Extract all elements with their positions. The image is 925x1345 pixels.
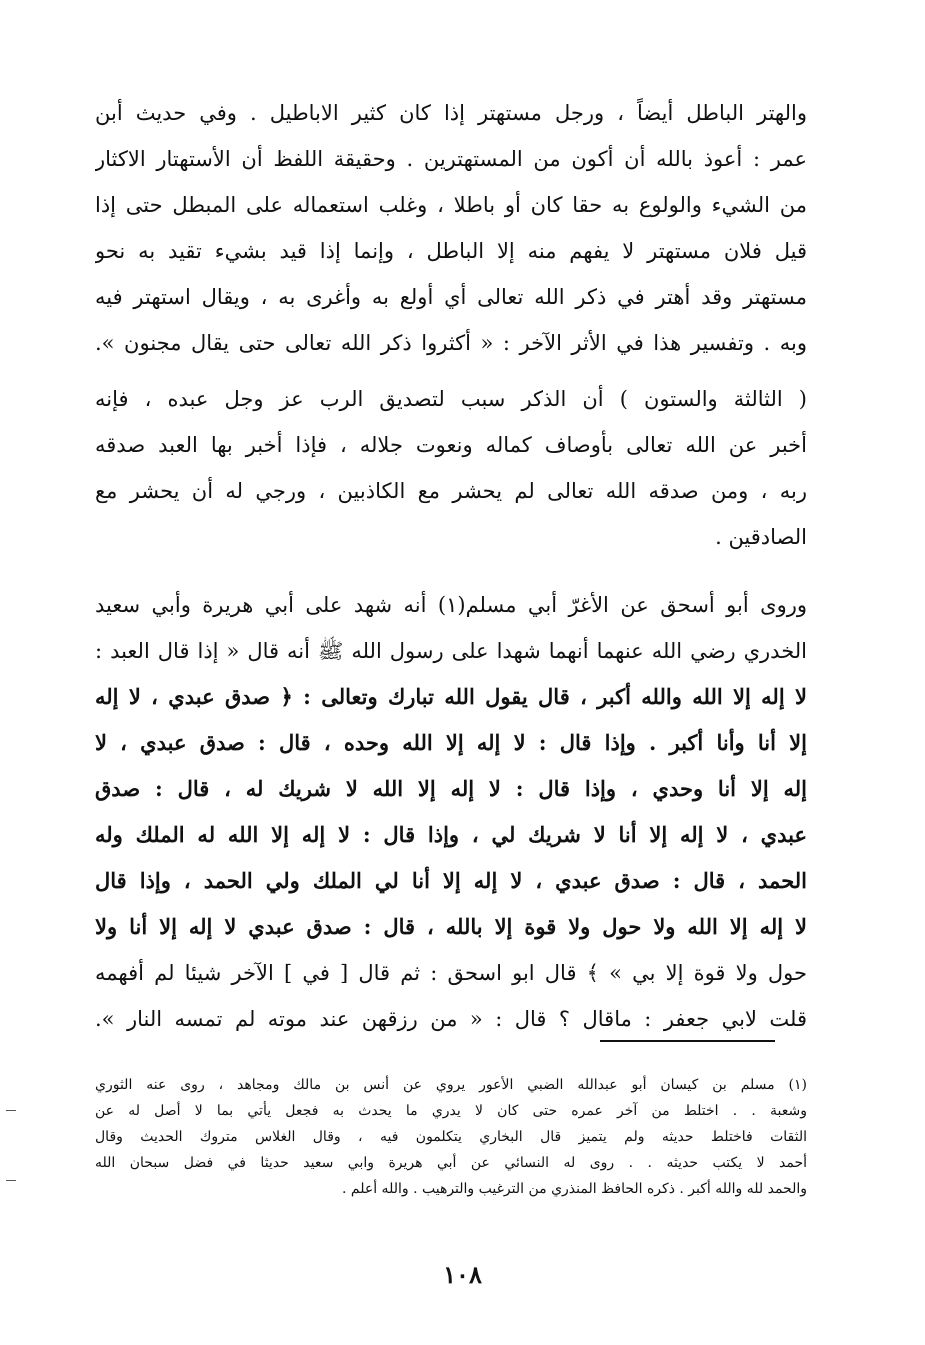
hadith-line: لا إله إلا الله ولا حول ولا قوة إلا بالله ، قال : صدق عبدي لا إله إلا أنا ولا	[95, 914, 807, 939]
hadith-line: عبدي ، لا إله إلا أنا لا شريك لي ، وإذا قال : لا إله إلا الله له الملك وله	[95, 822, 807, 847]
scan-margin-mark	[6, 1180, 16, 1181]
hadith-line: إلا أنا وأنا أكبر . وإذا قال : لا إله إلا الله وحده ، قال : صدق عبدي ، لا	[95, 730, 807, 755]
paragraph-3	[95, 582, 807, 1042]
footnote	[95, 1072, 807, 1202]
text-line: حول ولا قوة إلا بي » ﴾ قال ابو اسحق : ثم قال [ في ] الآخر شيئا لم أفهمه	[95, 961, 807, 985]
text-line: قلت لابي جعفر : ماقال ؟ قال : « من رزقهن عند موته لم تمسه النار ».	[95, 1007, 807, 1031]
paragraph-1	[95, 90, 807, 366]
footnote-line: والحمد لله والله أكبر . ذكره الحافظ المنذري من الترغيب والترهيب . والله أعلم .	[342, 1181, 807, 1197]
text-line: الصادقين .	[715, 525, 807, 549]
text-line: قيل فلان مستهتر لا يفهم منه إلا الباطل ، وإنما إذا قيد بشيء تقيد به نحو	[95, 239, 807, 263]
text-line: وبه . وتفسير هذا في الأثر الآخر : « أكثروا ذكر الله تعالى حتى يقال مجنون ».	[95, 331, 807, 355]
footnote-line: (١) مسلم بن كيسان أبو عبدالله الضبي الأعور يروي عن أنس بن مالك ومجاهد ، روى عنه الثوري	[95, 1077, 807, 1093]
text-line: أخبر عن الله تعالى بأوصاف كماله ونعوت جلاله ، فإذا أخبر بها العبد صدقه	[95, 433, 807, 457]
text-line: عمر : أعوذ بالله أن أكون من المستهترين . وحقيقة اللفظ أن الأستهتار الاكثار	[95, 147, 807, 171]
paragraph-2	[95, 376, 807, 560]
footnote-line: وشعبة . . اختلط من آخر عمره حتى كان لا يدري ما يحدث به فجعل يأتي بما لا أصل له عن	[95, 1103, 807, 1119]
hadith-line: إله إلا أنا وحدي ، وإذا قال : لا إله إلا الله لا شريك له ، قال : صدق	[95, 776, 807, 801]
text-line: من الشيء والولوع به حقا كان أو باطلا ، وغلب استعماله على المبطل حتى إذا	[95, 193, 807, 217]
footnote-separator	[600, 1040, 775, 1042]
hadith-line: لا إله إلا الله والله أكبر ، قال يقول الله تبارك وتعالى : ﴿ صدق عبدي ، لا إله	[95, 684, 807, 709]
text-line: ( الثالثة والستون ) أن الذكر سبب لتصديق الرب عز وجل عبده ، فإنه	[95, 387, 807, 411]
hadith-line: الحمد ، قال : صدق عبدي ، لا إله إلا أنا لي الملك ولي الحمد ، وإذا قال	[95, 868, 807, 893]
text-line: وروى أبو أسحق عن الأغرّ أبي مسلم(١) أنه شهد على أبي هريرة وأبي سعيد	[95, 593, 807, 617]
scan-margin-mark	[6, 1110, 16, 1111]
page-number: ١٠٨	[443, 1260, 482, 1289]
text-line: والهتر الباطل أيضاً ، ورجل مستهتر إذا كان كثير الاباطيل . وفي حديث أبن	[95, 101, 807, 125]
text-line: مستهتر وقد أهتر في ذكر الله تعالى أي أولع به وأغرى به ، ويقال استهتر فيه	[95, 285, 807, 309]
footnote-line: أحمد لا يكتب حديثه . . روى له النسائي عن أبي هريرة وابي سعيد حديثا في فضل سبحان الله	[95, 1155, 807, 1171]
footnote-line: الثقات فاختلط حديثه ولم يتميز قال البخاري يتكلمون فيه ، وقال الغلاس متروك الحديث وقال	[95, 1129, 807, 1145]
text-line: الخدري رضي الله عنهما أنهما شهدا على رسول الله ﷺ أنه قال « إذا قال العبد :	[95, 639, 807, 663]
text-line: ربه ، ومن صدقه الله تعالى لم يحشر مع الكاذبين ، ورجي له أن يحشر مع	[95, 479, 807, 503]
